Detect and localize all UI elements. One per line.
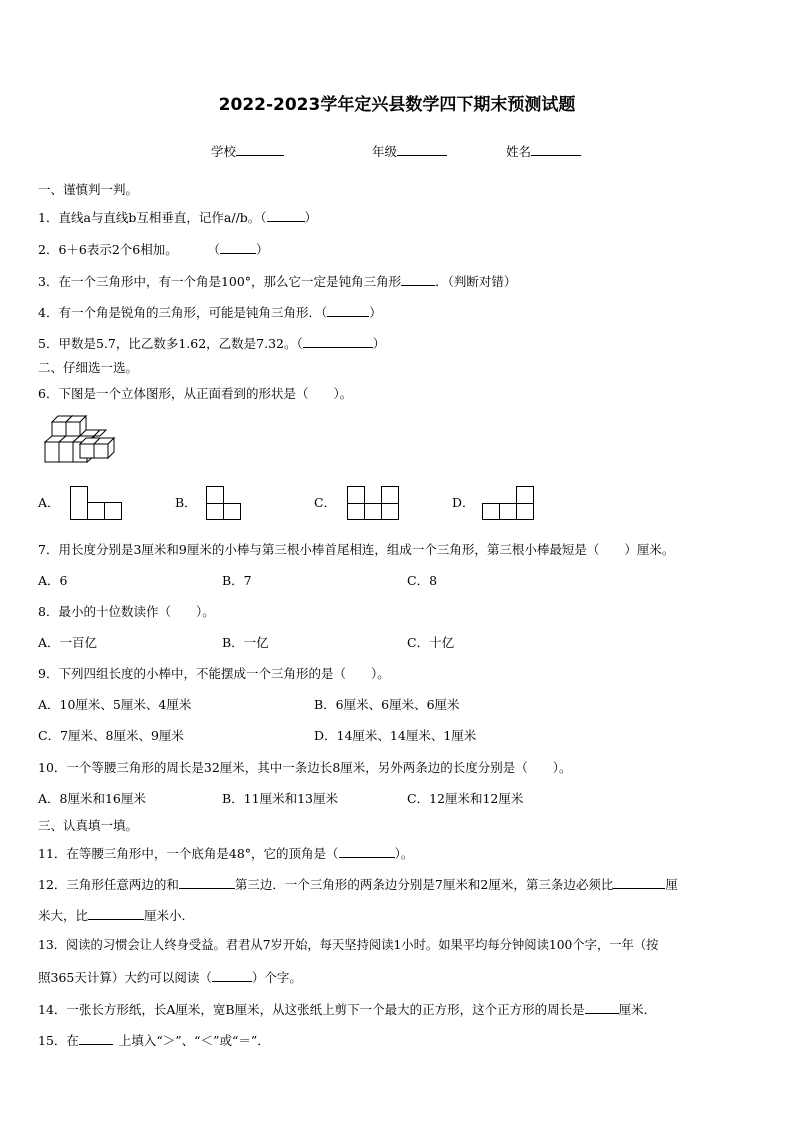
q10-option-c[interactable]: C．12厘米和12厘米 <box>407 791 524 806</box>
q9-option-c[interactable]: C．7厘米、8厘米、9厘米 <box>38 728 184 743</box>
name-field[interactable] <box>506 142 581 160</box>
q10-option-b[interactable]: B．11厘米和13厘米 <box>222 791 338 806</box>
page-title: 2022-2023学年定兴县数学四下期末预测试题 <box>218 95 576 115</box>
q6-option-b-figure <box>206 486 241 520</box>
question-12-line-1: 12．三角形任意两边的和 第三边．一个三角形的两条边分别是7厘米和2厘米，第三条边必须比 厘 <box>38 877 678 892</box>
q9-option-d[interactable]: D．14厘米、14厘米、1厘米 <box>314 728 477 743</box>
question-7: 7．用长度分别是3厘米和9厘米的小棒与第三根小棒首尾相连，组成一个三角形，第三根小棒最短是（ ）厘米。 <box>38 542 675 557</box>
question-3: 3．在一个三角形中，有一个角是100°，那么它一定是钝角三角形 ．（判断对错） <box>38 274 517 289</box>
q9-option-a[interactable]: A．10厘米、5厘米、4厘米 <box>38 697 192 712</box>
grade-label: 年级 <box>372 144 398 159</box>
school-field[interactable] <box>211 142 284 160</box>
question-14: 14．一张长方形纸，长A厘米，宽B厘米，从这张纸上剪下一个最大的正方形，这个正方形的周长是 厘米． <box>38 1002 657 1017</box>
q7-option-c[interactable]: C．8 <box>407 573 438 588</box>
question-13-line-1: 13．阅读的习惯会让人终身受益。君君从7岁开始，每天坚持阅读1小时。如果平均每分钟阅读100个字，一年（按 <box>38 938 659 952</box>
question-11: 11．在等腰三角形中，一个底角是48°，它的顶角是（ ）。 <box>38 846 414 861</box>
section-1-heading: 一、谨慎判一判。 <box>38 182 139 197</box>
question-13-line-2: 照365天计算）大约可以阅读（ ）个字。 <box>38 970 302 985</box>
question-6: 6．下图是一个立体图形，从正面看到的形状是（ ）。 <box>38 386 353 401</box>
q6-option-d-figure <box>482 486 534 520</box>
q6-option-a-figure <box>70 486 122 520</box>
q8-option-b[interactable]: B．一亿 <box>222 635 269 650</box>
q8-option-c[interactable]: C．十亿 <box>407 635 455 650</box>
q6-option-c-figure <box>347 486 399 520</box>
grade-field[interactable] <box>372 142 447 160</box>
q6-option-a[interactable]: A． <box>38 495 60 510</box>
q6-option-c[interactable]: C． <box>314 495 337 510</box>
solid-figure <box>44 416 114 466</box>
question-2: 2．6＋6表示2个6相加。 （ ） <box>38 242 269 257</box>
question-15: 15．在 上填入“＞”、“＜”或“＝”． <box>38 1033 270 1048</box>
q6-option-b[interactable]: B． <box>175 495 197 510</box>
question-12-line-2: 米大，比 厘米小． <box>38 908 195 923</box>
section-3-heading: 三、认真填一填。 <box>38 818 139 833</box>
q10-option-a[interactable]: A．8厘米和16厘米 <box>38 791 146 806</box>
q6-option-d[interactable]: D． <box>452 495 475 510</box>
question-8: 8．最小的十位数读作（ ）。 <box>38 604 215 619</box>
question-10: 10．一个等腰三角形的周长是32厘米，其中一条边长8厘米，另外两条边的长度分别是（ ）。 <box>38 760 572 775</box>
question-4: 4．有一个角是锐角的三角形，可能是钝角三角形．（ ） <box>38 305 382 320</box>
q7-option-b[interactable]: B．7 <box>222 573 252 588</box>
q7-option-a[interactable]: A．6 <box>38 573 68 588</box>
q8-option-a[interactable]: A．一百亿 <box>38 635 98 650</box>
name-label: 姓名 <box>506 144 532 159</box>
question-1: 1．直线a与直线b互相垂直，记作a//b。（ ） <box>38 210 318 225</box>
question-9: 9．下列四组长度的小棒中，不能摆成一个三角形的是（ ）。 <box>38 666 390 681</box>
q9-option-b[interactable]: B．6厘米、6厘米、6厘米 <box>314 697 460 712</box>
question-5: 5．甲数是5.7，比乙数多1.62，乙数是7.32。（ ） <box>38 336 386 351</box>
school-label: 学校 <box>211 144 237 159</box>
section-2-heading: 二、仔细选一选。 <box>38 360 139 375</box>
